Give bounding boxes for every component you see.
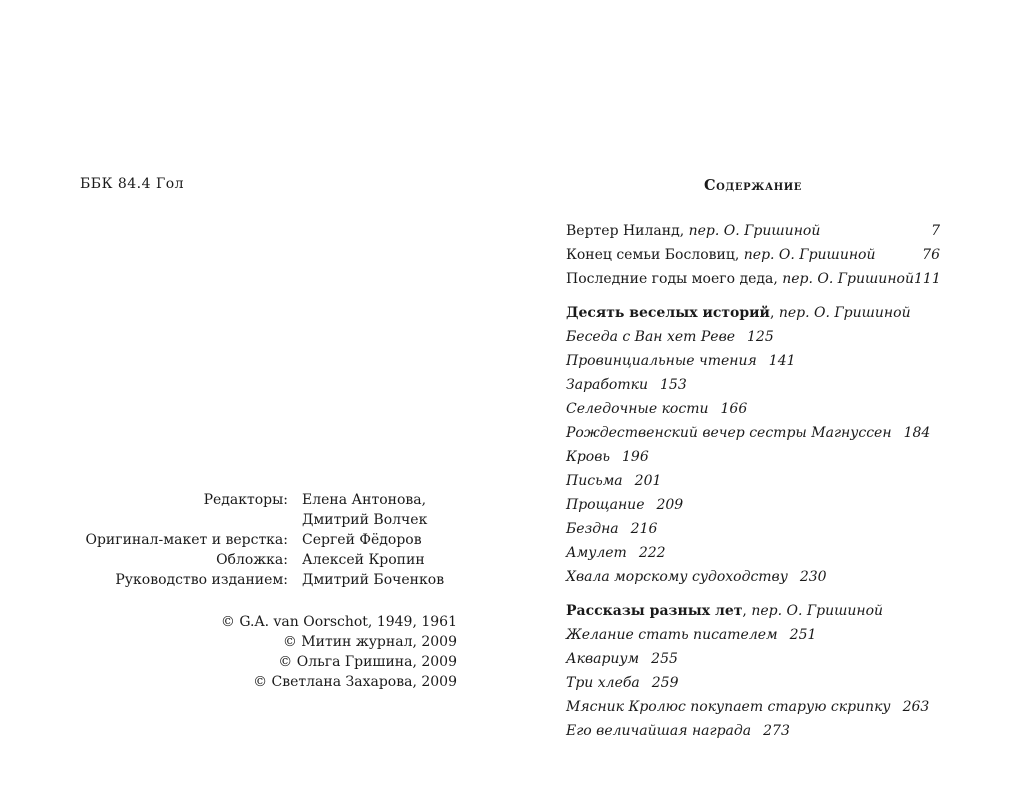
- copyright-block: [80, 612, 457, 692]
- toc-section-translator: пер. О. Гришиной: [751, 603, 884, 619]
- credit-value: Сергей Фёдоров: [302, 532, 422, 548]
- credit-values: [302, 550, 425, 570]
- credit-label: Редакторы:: [203, 492, 288, 508]
- toc-story: [566, 421, 940, 445]
- toc-entry: [566, 219, 940, 243]
- toc-entry-title: Последние годы моего деда,: [566, 271, 778, 287]
- toc-page-number: 222: [638, 545, 666, 561]
- toc-story: [566, 445, 940, 469]
- toc-section-heading: Десять веселых историй, пер. О. Гришиной: [566, 305, 911, 321]
- toc-title: Содержание: [703, 177, 803, 194]
- toc-page-number: 201: [634, 473, 662, 489]
- toc-page-number: 125: [747, 329, 774, 345]
- toc-story-title: Бездна: [566, 521, 619, 537]
- credit-row-management: [80, 570, 460, 590]
- credits-block: [80, 490, 460, 590]
- credit-value: Елена Антонова,: [302, 492, 427, 508]
- credit-row-editors: [80, 490, 460, 530]
- toc-page-number: 76: [922, 247, 940, 263]
- toc-entry: [566, 267, 940, 291]
- toc-entry-title: Конец семьи Бословиц,: [566, 247, 740, 263]
- credit-label: Обложка:: [216, 552, 288, 568]
- toc-story-title: Три хлеба: [566, 675, 640, 691]
- toc-story: [566, 517, 940, 541]
- toc-story-title: Письма: [566, 473, 623, 489]
- toc-entry: [566, 243, 940, 267]
- credit-label: Руководство изданием:: [115, 572, 288, 588]
- toc-entry-text: [566, 219, 820, 243]
- credit-values: [302, 570, 444, 590]
- toc-story-title: Селедочные кости: [566, 401, 709, 417]
- credit-values: [302, 490, 427, 530]
- toc-page-number: 141: [768, 353, 796, 369]
- toc-story: [566, 565, 940, 589]
- toc-story: [566, 373, 940, 397]
- credit-value: Алексей Кропин: [302, 552, 425, 568]
- toc-story-title: Желание стать писателем: [566, 627, 778, 643]
- credit-row-cover: [80, 550, 460, 570]
- toc-section-translator: пер. О. Гришиной: [778, 305, 911, 321]
- toc-story-title: Мясник Кролюс покупает старую скрипку: [566, 699, 891, 715]
- toc-story-title: Аквариум: [566, 651, 640, 667]
- toc-story: [566, 695, 940, 719]
- toc-page-number: 216: [630, 521, 658, 537]
- toc-story-title: Прощание: [566, 497, 645, 513]
- credit-label: Оригинал-макет и верстка:: [85, 532, 288, 548]
- toc-story: [566, 671, 940, 695]
- toc-entry-translator: пер. О. Гришиной: [782, 271, 914, 287]
- bbk-classification: ББК 84.4 Гол: [80, 176, 185, 192]
- credit-row-layout: [80, 530, 460, 550]
- toc-entry-title: Вертер Ниланд,: [566, 223, 685, 239]
- toc-page-number: 273: [763, 723, 790, 739]
- toc-story: [566, 325, 940, 349]
- toc-page-number: 255: [651, 651, 678, 667]
- toc-page-number: 184: [903, 425, 931, 441]
- toc-story-title: Беседа с Ван хет Реве: [566, 329, 736, 345]
- toc-entry-translator: пер. О. Гришиной: [743, 247, 876, 263]
- toc-entry-text: [566, 243, 876, 267]
- toc-page-number: 259: [651, 675, 679, 691]
- toc-story: [566, 541, 940, 565]
- toc-story: [566, 623, 940, 647]
- credit-values: [302, 530, 422, 550]
- toc-story-title: Провинциальные чтения: [566, 353, 757, 369]
- toc-story-title: Амулет: [566, 545, 627, 561]
- toc-story: [566, 647, 940, 671]
- toc-page-number: 251: [789, 627, 817, 643]
- credit-value: Дмитрий Боченков: [302, 572, 445, 588]
- copyright-line: © Митин журнал, 2009: [282, 634, 457, 650]
- toc-story-title: Рождественский вечер сестры Магнуссен: [566, 425, 892, 441]
- toc-story: [566, 493, 940, 517]
- copyright-line: © Светлана Захарова, 2009: [253, 674, 457, 690]
- toc-story: [566, 719, 940, 743]
- toc-page-number: 209: [656, 497, 684, 513]
- toc-story-title: Его величайшая награда: [566, 723, 752, 739]
- toc-story-title: Заработки: [566, 377, 649, 393]
- toc-page-number: 196: [622, 449, 649, 465]
- toc-entry-text: [566, 267, 914, 291]
- toc-section-title: Десять веселых историй: [566, 305, 770, 321]
- toc-story: [566, 397, 940, 421]
- table-of-contents: [566, 219, 940, 743]
- toc-story: [566, 469, 940, 493]
- toc-page-number: 230: [799, 569, 827, 585]
- toc-page-number: 263: [902, 699, 930, 715]
- toc-entry-translator: пер. О. Гришиной: [688, 223, 821, 239]
- toc-story-title: Кровь: [566, 449, 610, 465]
- toc-page-number: 153: [660, 377, 687, 393]
- toc-page-number: 7: [931, 223, 940, 239]
- toc-story-title: Хвала морскому судоходству: [566, 569, 788, 585]
- toc-story: [566, 349, 940, 373]
- toc-page-number: 166: [720, 401, 748, 417]
- copyright-line: © G.A. van Oorschot, 1949, 1961: [220, 614, 457, 630]
- credit-value: Дмитрий Волчек: [302, 512, 428, 528]
- toc-page-number: 111: [914, 271, 941, 287]
- toc-section-heading: Рассказы разных лет, пер. О. Гришиной: [566, 603, 884, 619]
- copyright-line: © Ольга Гришина, 2009: [278, 654, 457, 670]
- toc-section-title: Рассказы разных лет: [566, 603, 743, 619]
